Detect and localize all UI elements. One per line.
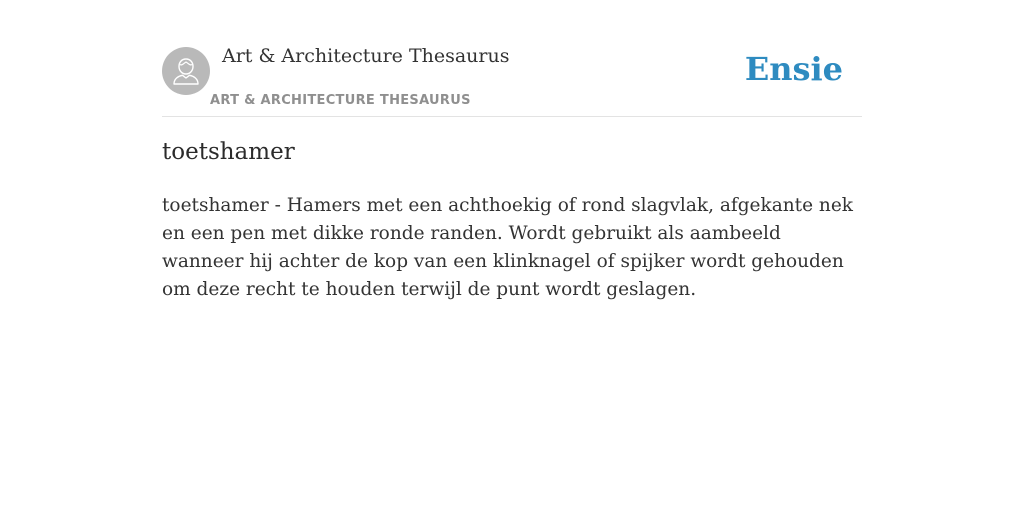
author-avatar[interactable] <box>162 47 210 95</box>
category-link[interactable]: ART & ARCHITECTURE THESAURUS <box>210 93 471 108</box>
entry-definition: toetshamer - Hamers met een achthoekig of rond slagvlak, afgekante nek en een pen met dikke ronde randen. Wordt gebruikt als aambeeld wanneer hij achter de kop van een klinknagel of spijker wordt gehouden om deze recht te houden terwijl de punt wordt geslagen. <box>162 195 853 300</box>
entry-term-title: toetshamer <box>162 139 295 165</box>
author-name-link[interactable]: Art & Architecture Thesaurus <box>222 45 510 67</box>
content-container <box>162 0 862 300</box>
user-silhouette-icon <box>162 47 210 95</box>
entry-header <box>162 0 862 117</box>
ensie-logo[interactable]: Ensie <box>744 50 843 88</box>
